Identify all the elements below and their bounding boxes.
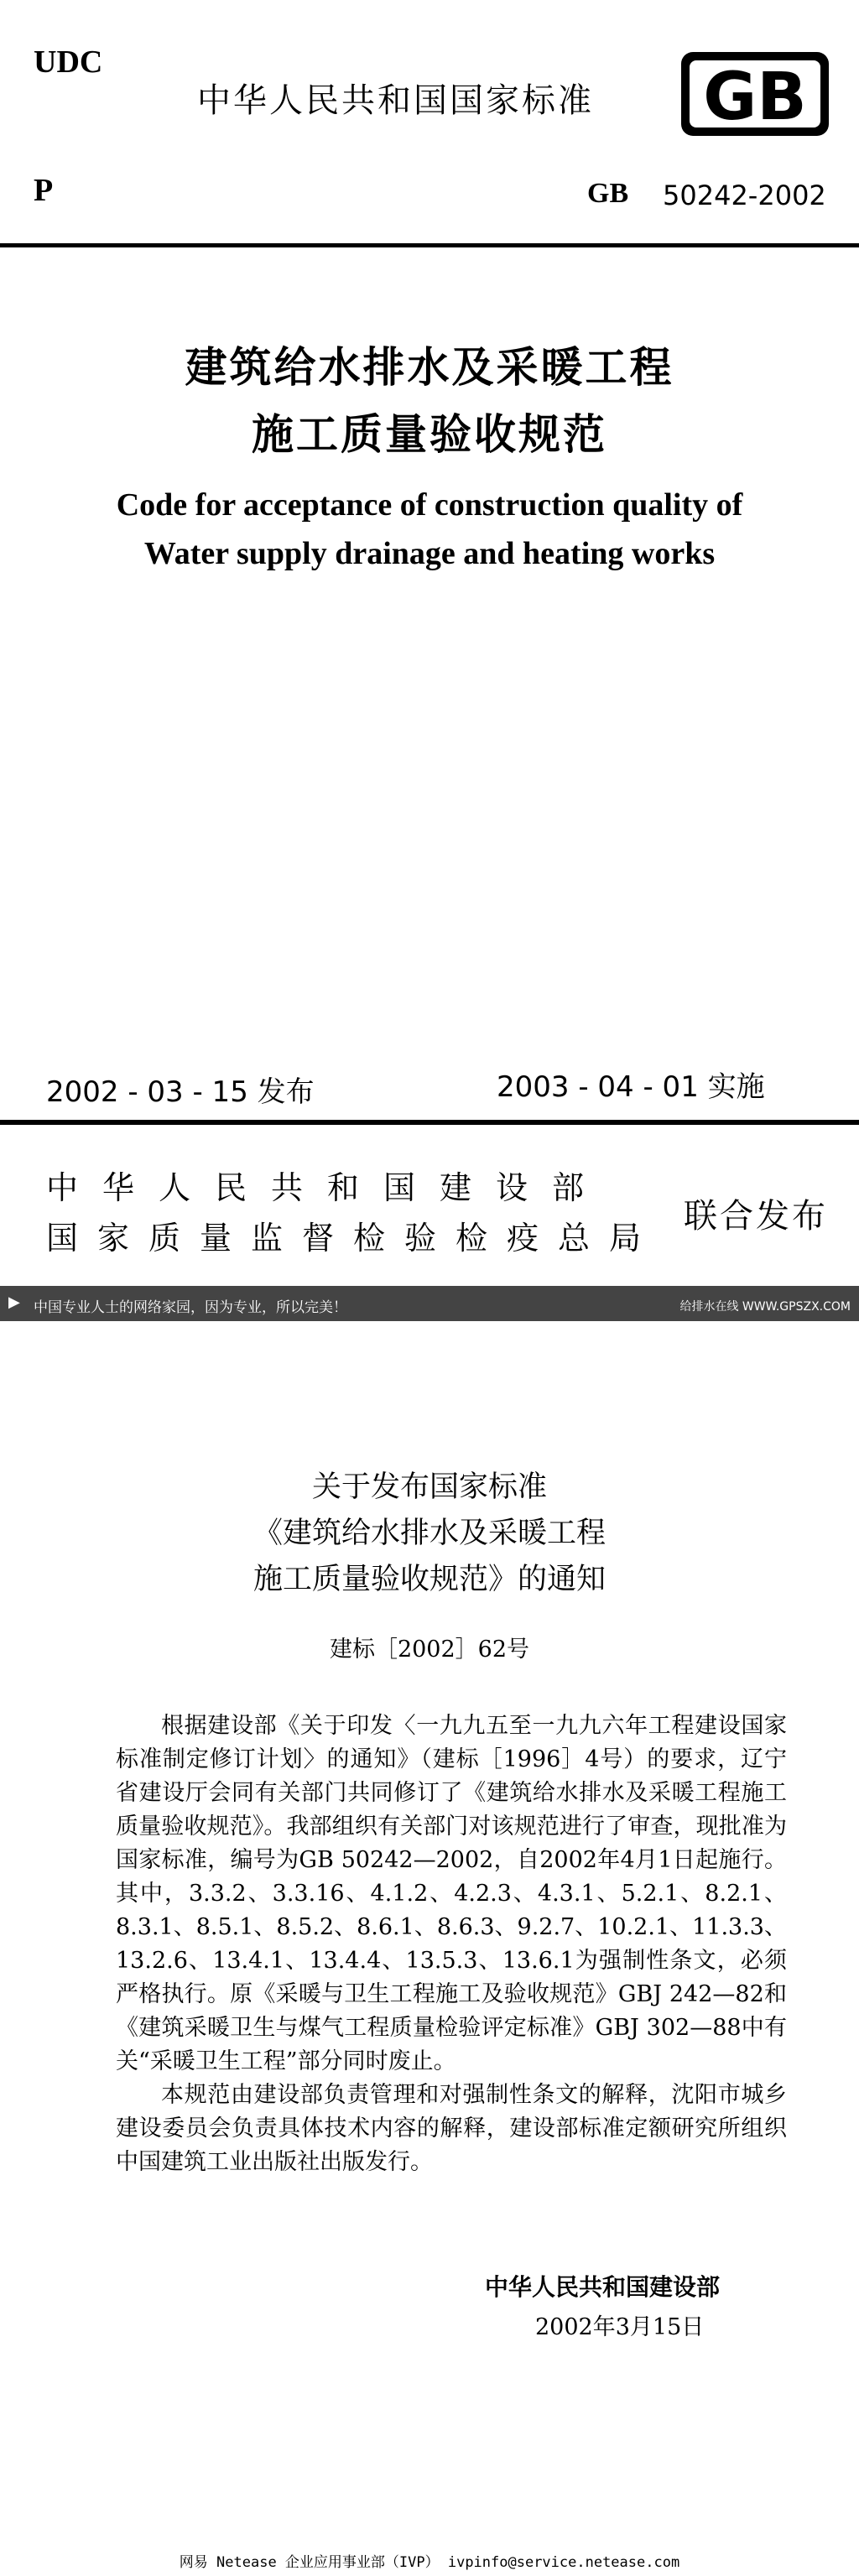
banner-slogan: 中国专业人士的网络家园，因为专业，所以完美！ xyxy=(34,1299,347,1316)
top-rule xyxy=(0,243,859,247)
website-banner xyxy=(0,1286,859,1321)
notice-paragraph-2: 本规范由建设部负责管理和对强制性条文的解释，沈阳市城乡建设委员会负责具体技术内容的解释，建设部标准定额研究所组织中国建筑工业出版社出版发行。 xyxy=(116,2082,787,2175)
notice-title-line2: 《建筑给水排水及采暖工程 xyxy=(252,1517,606,1550)
date-rule xyxy=(0,1120,859,1125)
gb-logo-icon xyxy=(681,52,829,136)
banner-site-link[interactable]: 给排水在线 WWW.GPSZX.COM xyxy=(679,1300,851,1314)
udc-label: UDC xyxy=(34,44,103,80)
issuer-ministry: 中华人民共和国建设部 xyxy=(46,1169,609,1206)
standard-code: GB xyxy=(587,178,629,209)
notice-date: 2002年3月15日 xyxy=(535,2314,705,2340)
notice-paragraph-1: 根据建设部《关于印发〈一九九五至一九九六年工程建设国家标准制定修订计划〉的通知》（建标［1996］4号）的要求，辽宁省建设厅会同有关部门共同修订了《建筑给水排水及采暖工程施工质量验收规范》。我部组织有关部门对该规范进行了审查，现批准为国家标准，编号为GB 50242—2002，自2002年4月1日起施行。其中，3.3.2、3.3.16、4.1.2、4.2.3、4.3.1、5.2.1、8.2.1、8.3.1、8.5.1、8.5.2、8.6.1、8.6.3、9.2.7、10.2.1、11.3.3、13.2.6、13.4.1、13.4.4、13.5.3、13.6.1为强制性条文，必须严格执行。原《采暖与卫生工程施工及验收规范》GBJ 242—82和《建筑采暖卫生与煤气工程质量检验评定标准》GBJ 302—88中有关“采暖卫生工程”部分同时废止。 xyxy=(116,1713,787,2074)
title-en-line2: Water supply drainage and heating works xyxy=(143,536,716,571)
notice-signer: 中华人民共和国建设部 xyxy=(485,2273,721,2301)
issuer-aqsiq: 国家质量监督检验检疫总局 xyxy=(46,1220,661,1257)
notice-title-line3: 施工质量验收规范》的通知 xyxy=(252,1563,606,1596)
gb-logo-text: GB xyxy=(703,60,807,135)
national-standard-heading: 中华人民共和国国家标准 xyxy=(197,81,594,120)
footer-text: 网易 Netease 企业应用事业部（IVP） ivpinfo@service.netease.com xyxy=(179,2554,680,2571)
issue-date: 2002 - 03 - 15 发布 xyxy=(46,1075,315,1109)
title-cn-line1: 建筑给水排水及采暖工程 xyxy=(185,342,674,392)
category-label: P xyxy=(34,173,54,208)
notice-body xyxy=(116,1710,787,2179)
title-en-line1: Code for acceptance of construction quality of xyxy=(116,487,743,523)
play-icon: ▶ xyxy=(8,1293,20,1311)
joint-issue-label: 联合发布 xyxy=(684,1197,828,1236)
standard-number: 50242-2002 xyxy=(663,180,826,211)
implement-date: 2003 - 04 - 01 实施 xyxy=(497,1070,765,1104)
title-cn-line2: 施工质量验收规范 xyxy=(252,409,607,459)
notice-doc-number: 建标［2002］62号 xyxy=(329,1637,530,1663)
notice-title-line1: 关于发布国家标准 xyxy=(311,1470,547,1504)
